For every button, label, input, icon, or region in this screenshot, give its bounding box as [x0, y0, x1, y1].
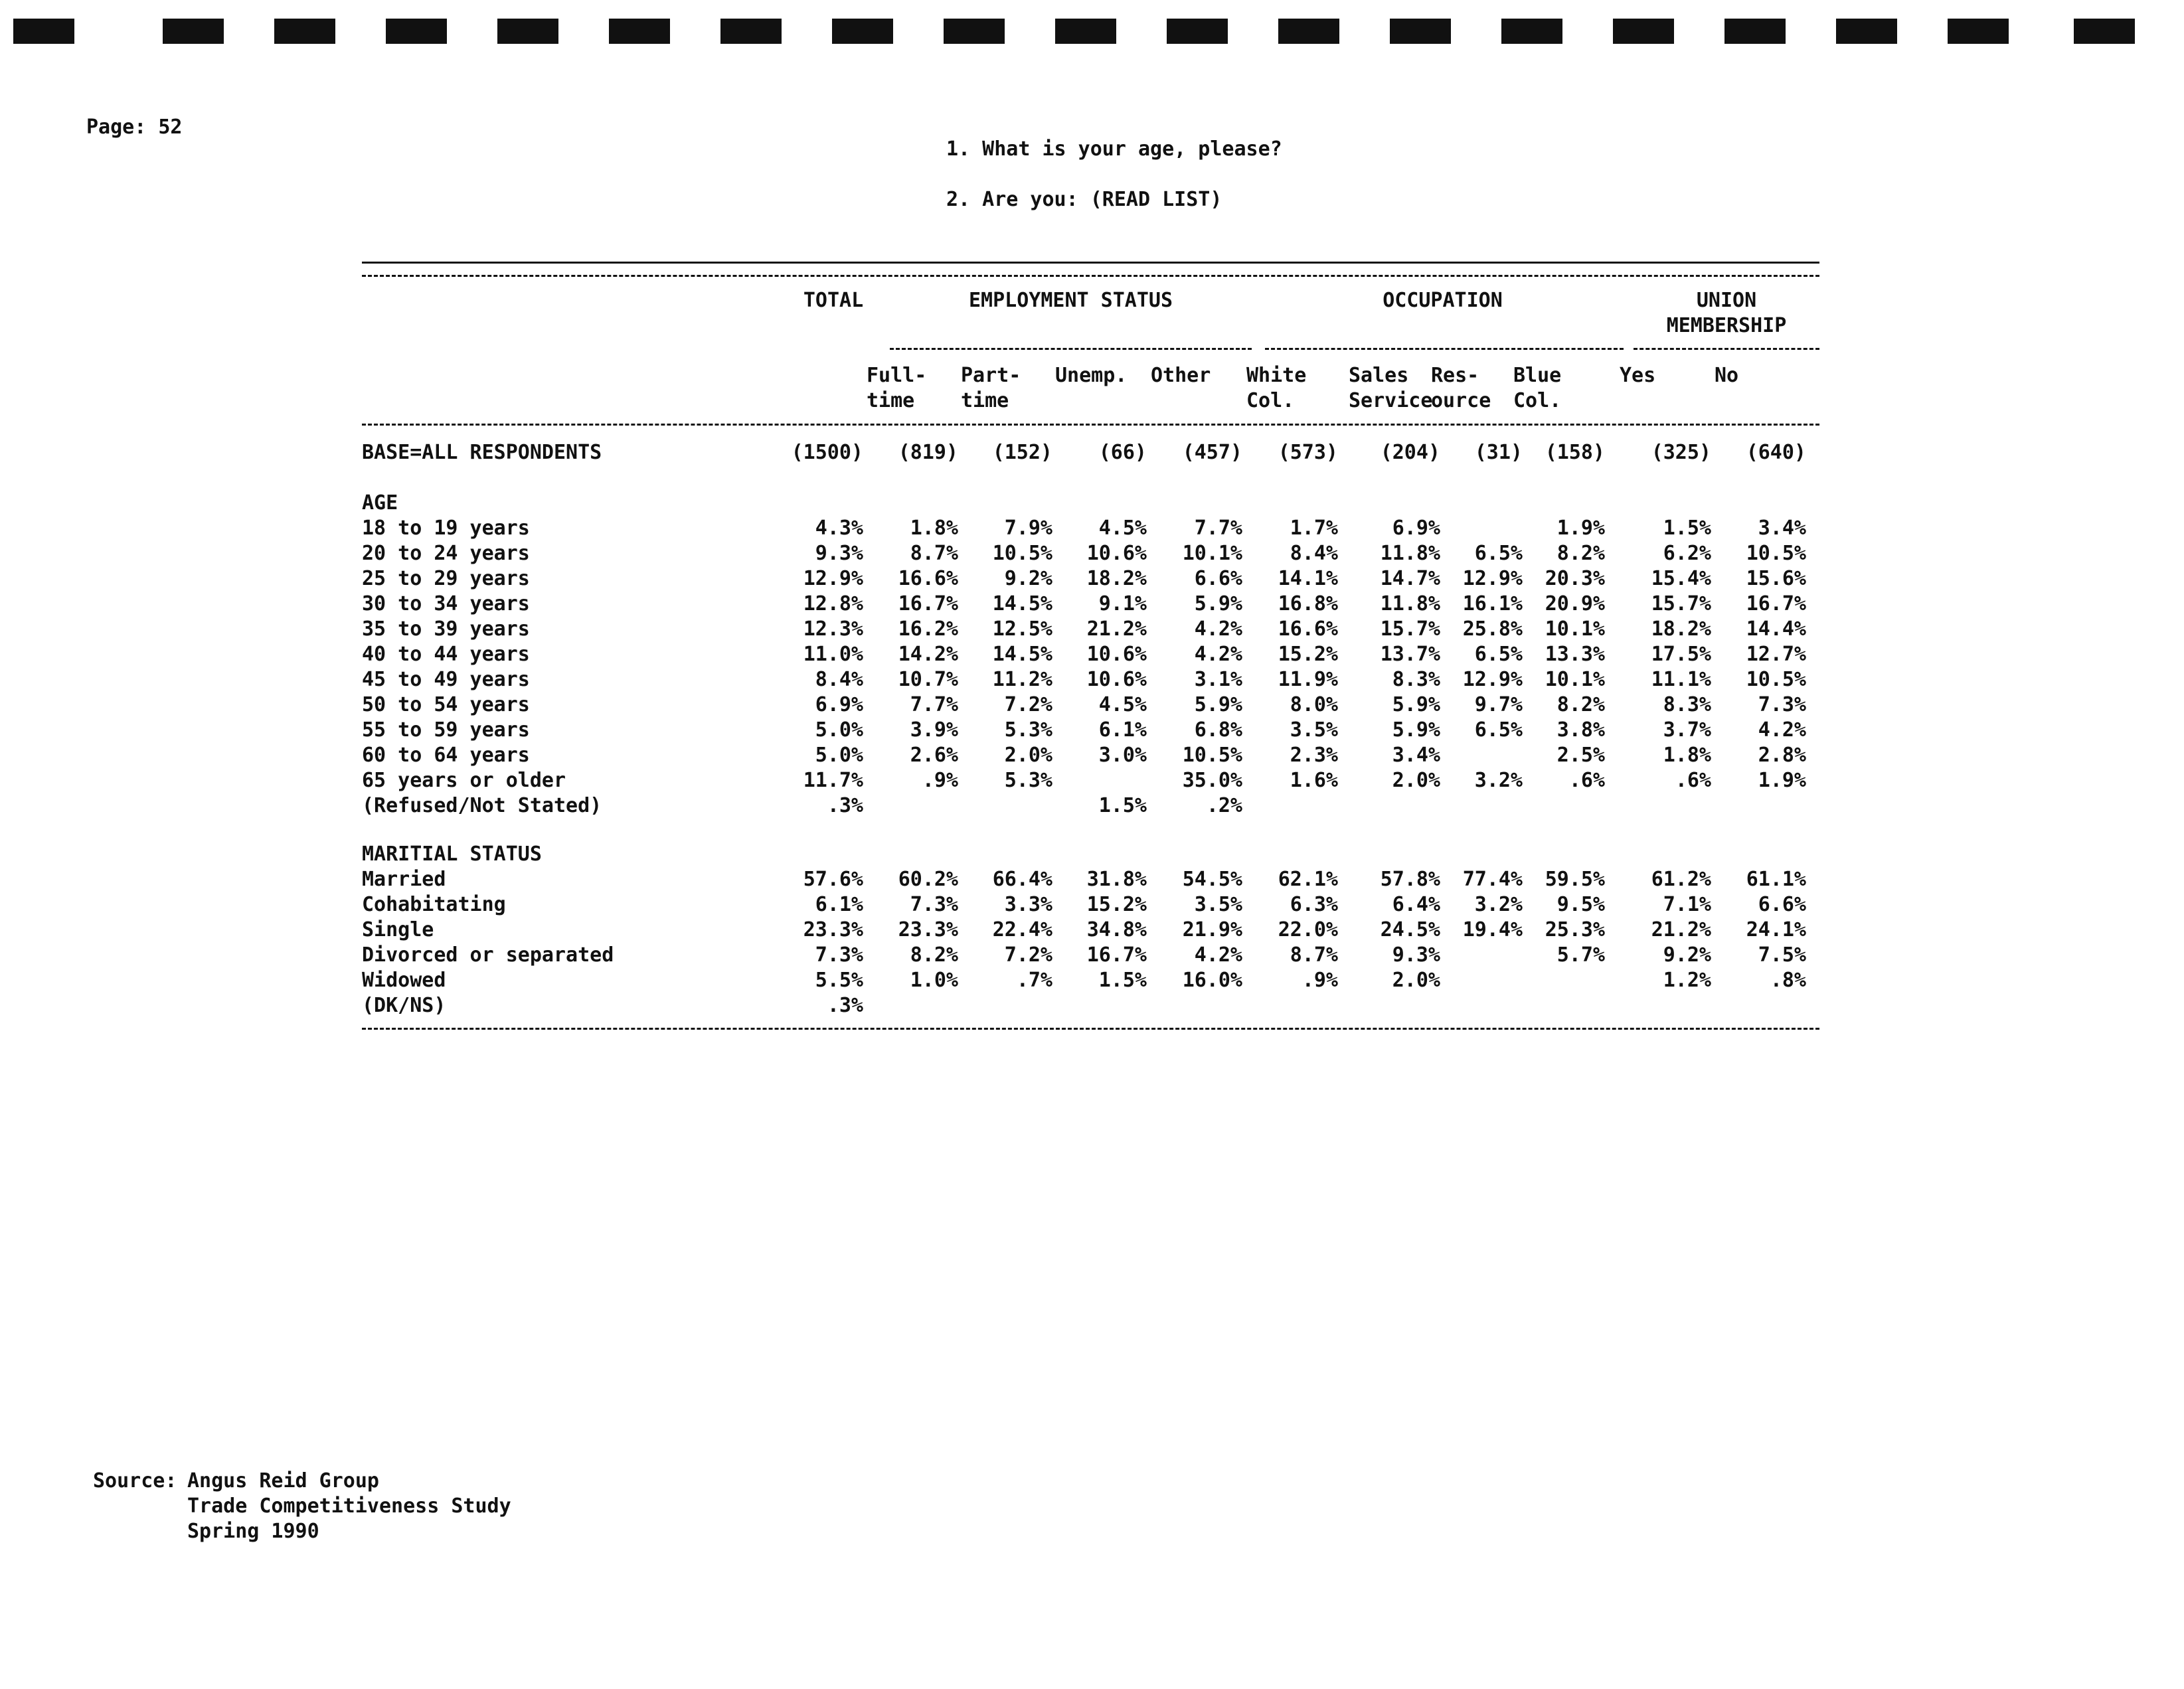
- table-row: [0, 592, 2184, 617]
- column-header-line2: time: [961, 389, 1009, 412]
- table-cell: 6.9%: [815, 693, 863, 716]
- header-union-line1: UNION: [1696, 289, 1757, 312]
- table-cell: 7.3%: [815, 943, 863, 967]
- union-underline: [1634, 348, 1819, 350]
- table-cell: 2.0%: [1004, 744, 1052, 767]
- table-cell: 25.8%: [1462, 617, 1523, 641]
- question-2: 2. Are you: (READ LIST): [946, 188, 1222, 211]
- base-row-label: BASE=ALL RESPONDENTS: [362, 441, 602, 464]
- row-label: Married: [362, 868, 446, 891]
- perforation-block: [832, 19, 893, 44]
- source-line-3: Spring 1990: [187, 1520, 319, 1543]
- table-row: [0, 743, 2184, 768]
- table-cell: 1.5%: [1663, 517, 1711, 540]
- table-cell: 6.3%: [1290, 893, 1338, 916]
- table-cell: 3.0%: [1098, 744, 1147, 767]
- table-cell: 8.4%: [1290, 542, 1338, 565]
- column-header-line2: Service: [1349, 389, 1433, 412]
- table-cell: 7.3%: [910, 893, 958, 916]
- column-header-line2: time: [867, 389, 915, 412]
- table-cell: 12.7%: [1746, 643, 1806, 666]
- row-label: 40 to 44 years: [362, 643, 530, 666]
- table-cell: 10.1%: [1182, 542, 1242, 565]
- column-header-line1: Unemp.: [1055, 364, 1128, 387]
- table-cell: 3.2%: [1474, 769, 1523, 792]
- header-union-line2: MEMBERSHIP: [1666, 314, 1787, 337]
- table-cell: 3.4%: [1758, 517, 1806, 540]
- table-cell: 11.8%: [1380, 542, 1440, 565]
- table-cell: 7.2%: [1004, 693, 1052, 716]
- table-cell: 4.5%: [1098, 517, 1147, 540]
- table-cell: .6%: [1568, 769, 1605, 792]
- row-label: (DK/NS): [362, 994, 446, 1017]
- table-cell: 3.7%: [1663, 718, 1711, 742]
- table-cell: 10.5%: [1746, 542, 1806, 565]
- table-cell: (158): [1545, 441, 1605, 464]
- table-cell: 10.7%: [898, 668, 958, 691]
- table-cell: 35.0%: [1182, 769, 1242, 792]
- table-cell: 15.7%: [1651, 592, 1711, 615]
- table-cell: 4.2%: [1194, 617, 1242, 641]
- table-cell: 2.3%: [1290, 744, 1338, 767]
- table-row: [0, 692, 2184, 718]
- table-cell: 5.3%: [1004, 769, 1052, 792]
- table-cell: 10.5%: [992, 542, 1052, 565]
- table-cell: (1500): [791, 441, 863, 464]
- table-cell: 1.0%: [910, 969, 958, 992]
- table-cell: 3.5%: [1194, 893, 1242, 916]
- header-bottom-rule: [362, 424, 1819, 426]
- column-header-line1: No: [1715, 364, 1739, 387]
- occupation-underline: [1265, 348, 1624, 350]
- table-cell: 3.4%: [1392, 744, 1440, 767]
- row-label: (Refused/Not Stated): [362, 794, 602, 817]
- table-cell: 1.2%: [1663, 969, 1711, 992]
- table-cell: 1.8%: [1663, 744, 1711, 767]
- table-cell: 11.1%: [1651, 668, 1711, 691]
- table-cell: 18.2%: [1651, 617, 1711, 641]
- table-cell: 6.5%: [1474, 718, 1523, 742]
- table-cell: 5.9%: [1392, 718, 1440, 742]
- table-cell: 1.6%: [1290, 769, 1338, 792]
- table-cell: 2.5%: [1556, 744, 1605, 767]
- table-cell: 13.7%: [1380, 643, 1440, 666]
- table-cell: 54.5%: [1182, 868, 1242, 891]
- table-cell: 7.7%: [910, 693, 958, 716]
- table-cell: .2%: [1206, 794, 1242, 817]
- table-cell: 21.2%: [1086, 617, 1147, 641]
- table-cell: 6.8%: [1194, 718, 1242, 742]
- table-cell: 16.7%: [898, 592, 958, 615]
- table-cell: 12.5%: [992, 617, 1052, 641]
- table-cell: 16.8%: [1278, 592, 1338, 615]
- table-cell: 21.9%: [1182, 918, 1242, 941]
- column-header-line1: Other: [1151, 364, 1211, 387]
- table-cell: 16.7%: [1086, 943, 1147, 967]
- table-cell: 16.7%: [1746, 592, 1806, 615]
- section-title: AGE: [362, 491, 398, 515]
- table-cell: 57.8%: [1380, 868, 1440, 891]
- table-cell: 5.7%: [1556, 943, 1605, 967]
- table-cell: 66.4%: [992, 868, 1052, 891]
- table-cell: 9.2%: [1004, 567, 1052, 590]
- table-cell: 14.7%: [1380, 567, 1440, 590]
- table-cell: 1.9%: [1556, 517, 1605, 540]
- table-cell: 8.7%: [910, 542, 958, 565]
- page-number: Page: 52: [86, 116, 183, 139]
- table-cell: 7.2%: [1004, 943, 1052, 967]
- table-cell: 10.1%: [1545, 617, 1605, 641]
- table-row: [0, 617, 2184, 642]
- perforation-block: [1836, 19, 1897, 44]
- table-cell: 14.4%: [1746, 617, 1806, 641]
- table-cell: 16.6%: [898, 567, 958, 590]
- table-cell: 6.6%: [1758, 893, 1806, 916]
- question-1: 1. What is your age, please?: [946, 137, 1282, 161]
- table-cell: 8.2%: [910, 943, 958, 967]
- perforation-strip: [13, 19, 2138, 44]
- table-cell: 10.6%: [1086, 542, 1147, 565]
- column-header-line1: Full-: [867, 364, 927, 387]
- base-row: [0, 440, 2184, 465]
- table-cell: 3.9%: [910, 718, 958, 742]
- table-cell: 4.2%: [1194, 643, 1242, 666]
- table-cell: 7.1%: [1663, 893, 1711, 916]
- table-cell: 11.0%: [803, 643, 863, 666]
- table-cell: .9%: [1302, 969, 1338, 992]
- table-row: [0, 993, 2184, 1018]
- table-bottom-rule: [362, 1028, 1819, 1030]
- column-header-line2: Col.: [1513, 389, 1562, 412]
- table-cell: 23.3%: [898, 918, 958, 941]
- column-header-line2: ource: [1431, 389, 1491, 412]
- table-cell: 15.6%: [1746, 567, 1806, 590]
- table-cell: 9.3%: [815, 542, 863, 565]
- column-header-line1: Blue: [1513, 364, 1562, 387]
- table-cell: 12.9%: [1462, 668, 1523, 691]
- table-cell: 12.8%: [803, 592, 863, 615]
- table-cell: 5.9%: [1392, 693, 1440, 716]
- table-cell: 4.3%: [815, 517, 863, 540]
- table-cell: 61.1%: [1746, 868, 1806, 891]
- table-cell: 14.5%: [992, 592, 1052, 615]
- table-row: [0, 718, 2184, 743]
- perforation-block: [274, 19, 335, 44]
- table-row: [0, 968, 2184, 993]
- table-cell: 2.0%: [1392, 769, 1440, 792]
- table-cell: 18.2%: [1086, 567, 1147, 590]
- source-label: Source:: [93, 1469, 177, 1492]
- table-cell: 25.3%: [1545, 918, 1605, 941]
- column-header-line2: Col.: [1246, 389, 1295, 412]
- table-cell: 6.5%: [1474, 643, 1523, 666]
- perforation-block: [1613, 19, 1674, 44]
- perforation-block: [1724, 19, 1786, 44]
- row-label: 60 to 64 years: [362, 744, 530, 767]
- table-row: [0, 892, 2184, 918]
- row-label: Cohabitating: [362, 893, 506, 916]
- table-cell: 10.5%: [1746, 668, 1806, 691]
- table-cell: 5.0%: [815, 744, 863, 767]
- table-row: [0, 768, 2184, 793]
- table-cell: 11.8%: [1380, 592, 1440, 615]
- table-cell: .9%: [922, 769, 958, 792]
- table-cell: 15.7%: [1380, 617, 1440, 641]
- table-cell: 5.9%: [1194, 693, 1242, 716]
- header-total: TOTAL: [803, 289, 864, 312]
- table-cell: (204): [1380, 441, 1440, 464]
- table-cell: 6.2%: [1663, 542, 1711, 565]
- table-cell: .8%: [1770, 969, 1806, 992]
- table-cell: 23.3%: [803, 918, 863, 941]
- table-cell: 5.3%: [1004, 718, 1052, 742]
- table-row: [0, 943, 2184, 968]
- perforation-block: [609, 19, 670, 44]
- table-cell: 13.3%: [1545, 643, 1605, 666]
- row-label: 30 to 34 years: [362, 592, 530, 615]
- table-cell: 8.2%: [1556, 542, 1605, 565]
- table-cell: 60.2%: [898, 868, 958, 891]
- table-cell: 8.3%: [1392, 668, 1440, 691]
- table-row: [0, 642, 2184, 667]
- table-cell: 3.8%: [1556, 718, 1605, 742]
- table-cell: 57.6%: [803, 868, 863, 891]
- table-cell: 1.7%: [1290, 517, 1338, 540]
- row-label: Divorced or separated: [362, 943, 614, 967]
- table-cell: 5.0%: [815, 718, 863, 742]
- table-top-dashed-rule: [362, 275, 1819, 277]
- row-label: 35 to 39 years: [362, 617, 530, 641]
- table-cell: 5.5%: [815, 969, 863, 992]
- table-row: [0, 867, 2184, 892]
- perforation-block: [944, 19, 1005, 44]
- column-header-line1: Part-: [961, 364, 1021, 387]
- perforation-block: [497, 19, 558, 44]
- table-row: [0, 793, 2184, 819]
- table-cell: 24.1%: [1746, 918, 1806, 941]
- table-cell: 9.3%: [1392, 943, 1440, 967]
- table-cell: 12.3%: [803, 617, 863, 641]
- table-cell: 8.3%: [1663, 693, 1711, 716]
- table-cell: 3.2%: [1474, 893, 1523, 916]
- table-cell: (152): [992, 441, 1052, 464]
- table-cell: 2.6%: [910, 744, 958, 767]
- table-cell: (31): [1474, 441, 1523, 464]
- table-cell: 34.8%: [1086, 918, 1147, 941]
- table-cell: 6.1%: [815, 893, 863, 916]
- table-cell: 9.2%: [1663, 943, 1711, 967]
- table-cell: 12.9%: [803, 567, 863, 590]
- table-cell: 16.1%: [1462, 592, 1523, 615]
- table-cell: 3.5%: [1290, 718, 1338, 742]
- perforation-block: [1501, 19, 1562, 44]
- table-cell: 8.0%: [1290, 693, 1338, 716]
- perforation-block: [386, 19, 447, 44]
- table-cell: 59.5%: [1545, 868, 1605, 891]
- section-title: MARITIAL STATUS: [362, 843, 542, 866]
- table-cell: 4.2%: [1194, 943, 1242, 967]
- table-cell: 4.5%: [1098, 693, 1147, 716]
- table-row: [0, 667, 2184, 692]
- table-cell: 6.4%: [1392, 893, 1440, 916]
- table-cell: .6%: [1675, 769, 1711, 792]
- table-cell: 10.5%: [1182, 744, 1242, 767]
- row-label: 18 to 19 years: [362, 517, 530, 540]
- perforation-block: [1055, 19, 1116, 44]
- table-cell: 9.5%: [1556, 893, 1605, 916]
- table-cell: 22.4%: [992, 918, 1052, 941]
- table-cell: 15.2%: [1086, 893, 1147, 916]
- table-cell: 7.9%: [1004, 517, 1052, 540]
- perforation-block: [2074, 19, 2135, 44]
- table-cell: 10.6%: [1086, 668, 1147, 691]
- perforation-block: [13, 19, 74, 44]
- table-cell: 20.3%: [1545, 567, 1605, 590]
- table-cell: (573): [1278, 441, 1338, 464]
- perforation-block: [1167, 19, 1228, 44]
- table-cell: 6.9%: [1392, 517, 1440, 540]
- table-cell: 9.7%: [1474, 693, 1523, 716]
- table-cell: 77.4%: [1462, 868, 1523, 891]
- source-line-2: Trade Competitiveness Study: [187, 1494, 511, 1518]
- table-row: [0, 516, 2184, 541]
- table-cell: 3.3%: [1004, 893, 1052, 916]
- table-cell: (819): [898, 441, 958, 464]
- table-cell: .3%: [827, 794, 863, 817]
- table-cell: 16.0%: [1182, 969, 1242, 992]
- table-cell: 1.5%: [1098, 794, 1147, 817]
- table-cell: 15.4%: [1651, 567, 1711, 590]
- table-cell: 19.4%: [1462, 918, 1523, 941]
- table-cell: 10.1%: [1545, 668, 1605, 691]
- table-cell: 11.9%: [1278, 668, 1338, 691]
- table-cell: (325): [1651, 441, 1711, 464]
- table-cell: (640): [1746, 441, 1806, 464]
- table-cell: 5.9%: [1194, 592, 1242, 615]
- header-occupation: OCCUPATION: [1383, 289, 1503, 312]
- table-cell: 11.2%: [992, 668, 1052, 691]
- table-cell: 8.7%: [1290, 943, 1338, 967]
- table-cell: 16.6%: [1278, 617, 1338, 641]
- table-cell: 1.5%: [1098, 969, 1147, 992]
- table-row: [0, 566, 2184, 592]
- table-cell: 1.8%: [910, 517, 958, 540]
- table-cell: 21.2%: [1651, 918, 1711, 941]
- table-cell: 15.2%: [1278, 643, 1338, 666]
- table-cell: 2.8%: [1758, 744, 1806, 767]
- table-cell: 22.0%: [1278, 918, 1338, 941]
- perforation-block: [720, 19, 782, 44]
- perforation-block: [1278, 19, 1339, 44]
- perforation-block: [1948, 19, 2009, 44]
- table-top-rule: [362, 262, 1819, 264]
- table-cell: 6.6%: [1194, 567, 1242, 590]
- column-header-line1: Yes: [1620, 364, 1656, 387]
- table-cell: 31.8%: [1086, 868, 1147, 891]
- table-cell: 7.3%: [1758, 693, 1806, 716]
- column-header-line1: Res-: [1431, 364, 1479, 387]
- row-label: Widowed: [362, 969, 446, 992]
- perforation-block: [1390, 19, 1451, 44]
- row-label: 55 to 59 years: [362, 718, 530, 742]
- table-cell: 20.9%: [1545, 592, 1605, 615]
- table-cell: 14.5%: [992, 643, 1052, 666]
- table-row: [0, 541, 2184, 566]
- table-cell: 16.2%: [898, 617, 958, 641]
- row-label: 65 years or older: [362, 769, 566, 792]
- table-cell: 11.7%: [803, 769, 863, 792]
- table-cell: 6.5%: [1474, 542, 1523, 565]
- table-cell: 10.6%: [1086, 643, 1147, 666]
- column-header-line1: Sales: [1349, 364, 1409, 387]
- table-cell: 24.5%: [1380, 918, 1440, 941]
- table-cell: 1.9%: [1758, 769, 1806, 792]
- perforation-block: [163, 19, 224, 44]
- table-cell: 8.2%: [1556, 693, 1605, 716]
- source-line-1: Angus Reid Group: [187, 1469, 379, 1492]
- table-cell: 61.2%: [1651, 868, 1711, 891]
- table-cell: 9.1%: [1098, 592, 1147, 615]
- table-cell: .3%: [827, 994, 863, 1017]
- row-label: 50 to 54 years: [362, 693, 530, 716]
- table-cell: (66): [1098, 441, 1147, 464]
- table-cell: 6.1%: [1098, 718, 1147, 742]
- table-cell: 62.1%: [1278, 868, 1338, 891]
- row-label: 45 to 49 years: [362, 668, 530, 691]
- table-cell: 8.4%: [815, 668, 863, 691]
- row-label: Single: [362, 918, 434, 941]
- table-cell: 3.1%: [1194, 668, 1242, 691]
- table-cell: (457): [1182, 441, 1242, 464]
- table-cell: 4.2%: [1758, 718, 1806, 742]
- table-cell: 17.5%: [1651, 643, 1711, 666]
- table-cell: 14.1%: [1278, 567, 1338, 590]
- table-cell: 12.9%: [1462, 567, 1523, 590]
- table-cell: 14.2%: [898, 643, 958, 666]
- table-cell: 2.0%: [1392, 969, 1440, 992]
- header-employment-status: EMPLOYMENT STATUS: [968, 289, 1173, 312]
- table-cell: 7.7%: [1194, 517, 1242, 540]
- table-cell: 7.5%: [1758, 943, 1806, 967]
- column-header-line1: White: [1246, 364, 1307, 387]
- table-row: [0, 918, 2184, 943]
- employment-underline: [890, 348, 1252, 350]
- row-label: 25 to 29 years: [362, 567, 530, 590]
- table-cell: .7%: [1016, 969, 1052, 992]
- row-label: 20 to 24 years: [362, 542, 530, 565]
